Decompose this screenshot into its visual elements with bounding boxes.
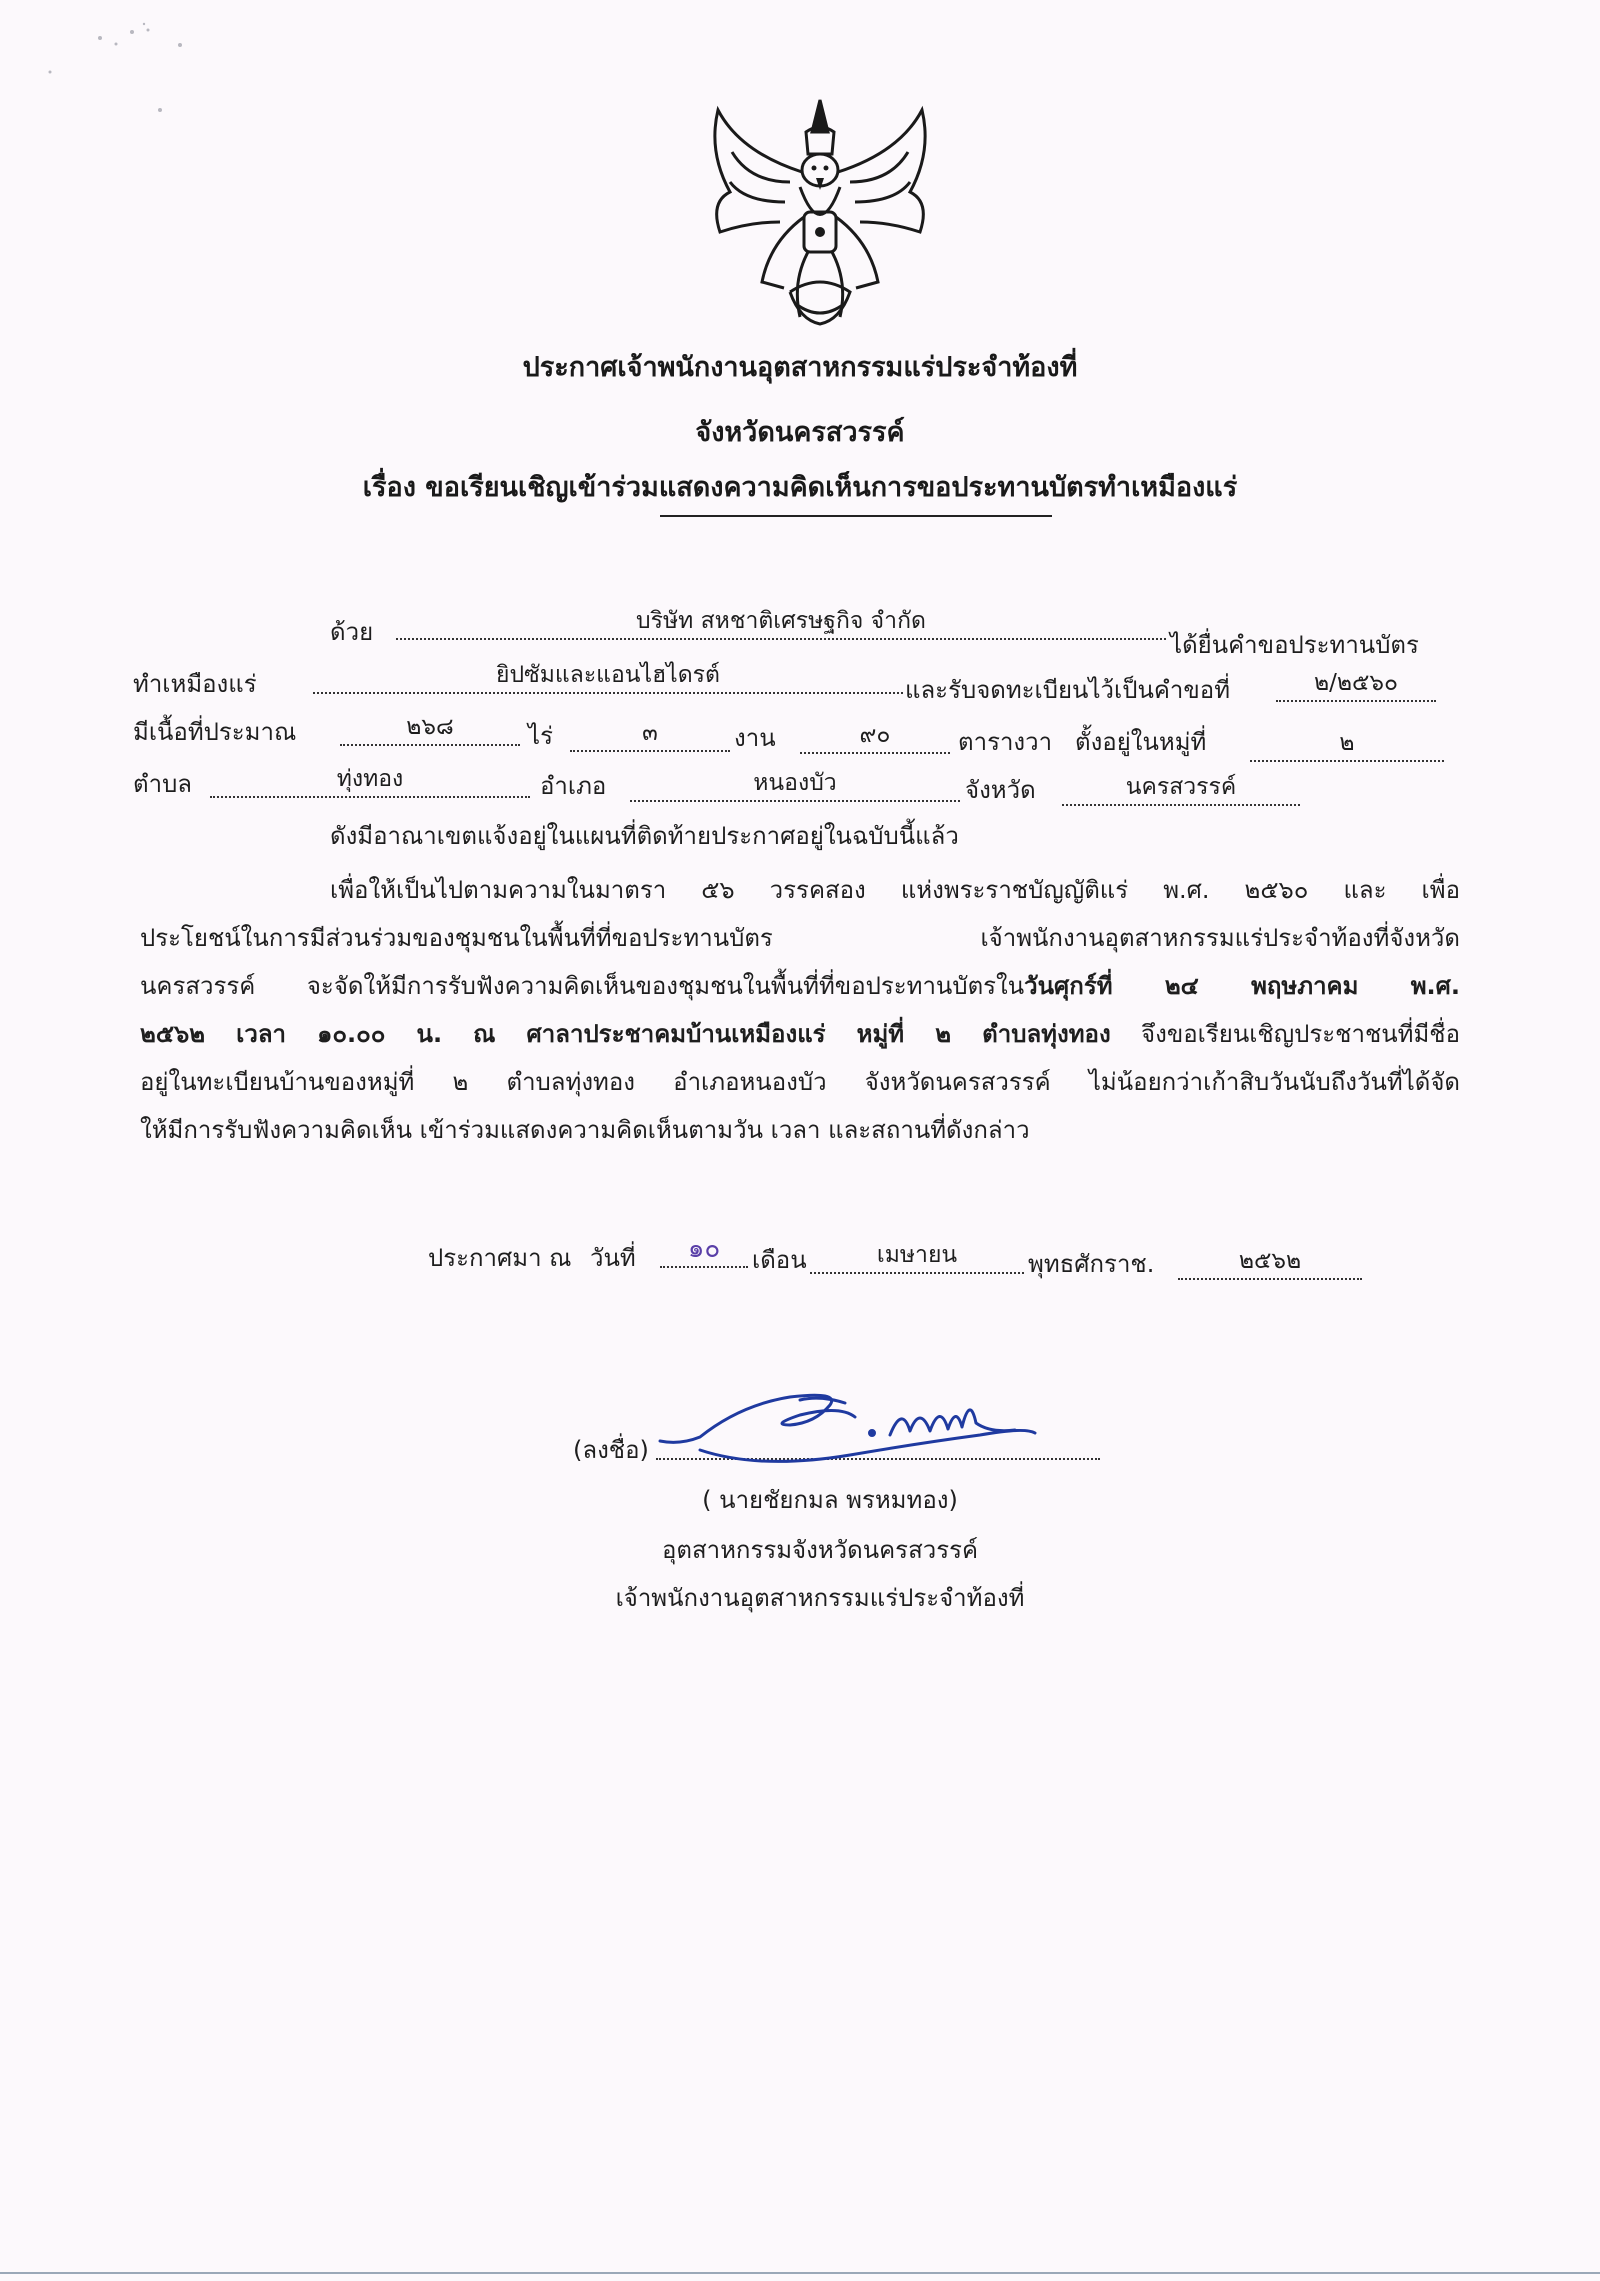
paragraph-line-4-plain: จึงขอเรียนเชิญประชาชนที่มีชื่อ [1110,1020,1460,1048]
title-underline [660,515,1052,517]
paragraph-line-3-plain: นครสวรรค์ จะจัดให้มีการรับฟังความคิดเห็นของชุมชนในพื้นที่ที่ขอประทานบัตรใน [140,972,1025,1000]
signer-position-1: อุตสาหกรรมจังหวัดนครสวรรค์ [661,1536,979,1564]
paragraph-line-1: เพื่อให้เป็นไปตามความในมาตรา ๕๖ วรรคสอง แห่งพระราชบัญญัติแร่ พ.ศ. ๒๕๖๐ และ เพื่อ [330,876,1460,904]
signer-position-2: เจ้าพนักงานอุตสาหกรรมแร่ประจำท้องที่ [615,1584,1025,1612]
announce-label: ประกาศมา ณ [428,1244,572,1272]
title-line-1: ประกาศเจ้าพนักงานอุตสาหกรรมแร่ประจำท้องที่ [522,352,1078,383]
announce-day-label: วันที่ [590,1244,636,1272]
title-line-2: จังหวัดนครสวรรค์ [695,417,905,448]
garuda-emblem-icon [700,92,940,327]
handwritten-signature [640,1375,1060,1475]
request-no-field: ๒/๒๕๖๐ [1276,668,1436,702]
by-suffix-label: ได้ยื่นคำขอประทานบัตร [1170,631,1419,659]
paragraph-line-3 [140,964,1460,1008]
tambon-label: ตำบล [133,770,193,798]
by-label: ด้วย [330,618,374,646]
area-label: มีเนื้อที่ประมาณ [133,718,297,746]
amphoe-field: หนองบัว [630,768,960,802]
rai-field: ๒๖๘ [340,712,520,746]
title-subject: เรื่อง ขอเรียนเชิญเข้าร่วมแสดงความคิดเห็นการขอประทานบัตรทำเหมืองแร่ [362,472,1238,503]
scan-specks [20,10,210,130]
wa-label: ตารางวา [958,728,1053,756]
paragraph-line-5: อยู่ในทะเบียนบ้านของหมู่ที่ ๒ ตำบลทุ่งทอง อำเภอหนองบัว จังหวัดนครสวรรค์ ไม่น้อยกว่าเก้าสิบวันนับถึงวันที่ได้จัด [140,1068,1460,1096]
ngan-label: งาน [734,724,776,752]
mineral-label: ทำเหมืองแร่ [133,670,257,698]
announce-day-field: ๑๐ [660,1234,748,1268]
meeting-time-place: ๒๕๖๒ เวลา ๑๐.๐๐ น. ณ ศาลาประชาคมบ้านเหมืองแร่ หมู่ที่ ๒ ตำบลทุ่งทอง [140,1020,1111,1048]
village-field: ๒ [1250,728,1444,762]
tambon-field: ทุ่งทอง [210,764,530,798]
amphoe-label: อำเภอ [540,772,607,800]
mineral-field: ยิปซัมและแอนไฮไดรต์ [313,660,903,694]
province-label: จังหวัด [965,776,1036,804]
ngan-field: ๓ [570,718,730,752]
scan-edge-line [0,2272,1600,2274]
garuda-emblem [700,92,940,327]
meeting-date: วันศุกร์ที่ ๒๔ พฤษภาคม พ.ศ. [1024,972,1460,1000]
announce-year-field: ๒๕๖๒ [1178,1246,1362,1280]
province-field: นครสวรรค์ [1062,772,1300,806]
signer-name: ( นายชัยกมล พรหมทอง) [702,1486,958,1514]
paragraph-line-2: ประโยชน์ในการมีส่วนร่วมของชุมชนในพื้นที่ที่ขอประทานบัตร เจ้าพนักงานอุตสาหกรรมแร่ประจำท้องที่จังหวัด [140,924,1460,952]
paragraph-line-4 [140,1012,1460,1056]
map-note: ดังมีอาณาเขตแจ้งอยู่ในแผนที่ติดท้ายประกาศอยู่ในฉบับนี้แล้ว [330,822,959,850]
announce-month-field: เมษายน [810,1240,1024,1274]
announce-month-label: เดือน [752,1246,807,1274]
announce-year-label: พุทธศักราช. [1028,1250,1155,1278]
paragraph-line-6: ให้มีการรับฟังความคิดเห็น เข้าร่วมแสดงความคิดเห็นตามวัน เวลา และสถานที่ดังกล่าว [140,1116,1030,1144]
wa-field: ๙๐ [800,720,950,754]
registered-label: และรับจดทะเบียนไว้เป็นคำขอที่ [905,676,1231,704]
company-field: บริษัท สหชาติเศรษฐกิจ จำกัด [396,606,1166,640]
sign-label: (ลงชื่อ) [573,1436,649,1464]
village-label: ตั้งอยู่ในหมู่ที่ [1075,728,1207,756]
rai-label: ไร่ [528,722,553,750]
